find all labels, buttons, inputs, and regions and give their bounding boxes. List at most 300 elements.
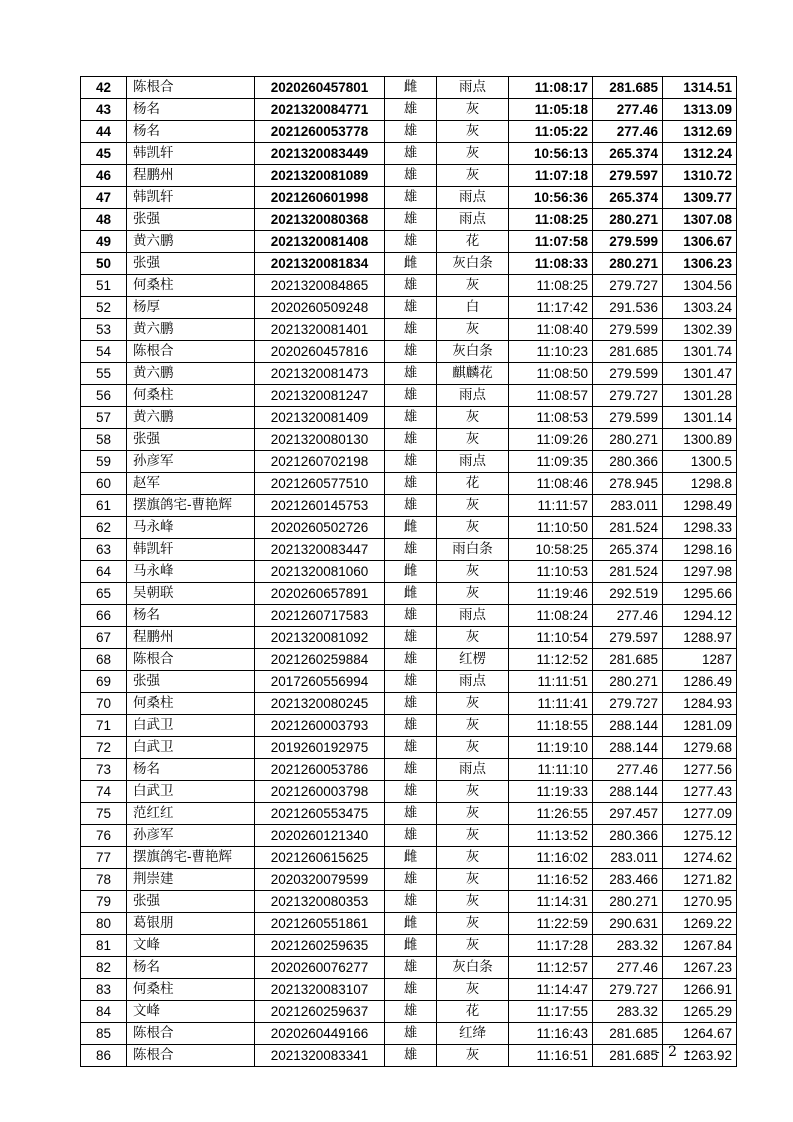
table-row: [81, 319, 737, 341]
rank-cell: 86: [81, 1045, 127, 1067]
feather-color-cell: 灰: [437, 781, 509, 803]
distance-cell: 279.597: [593, 627, 663, 649]
speed-cell: 1301.28: [663, 385, 737, 407]
rank-cell: 59: [81, 451, 127, 473]
ring-number-cell: 2021320081089: [255, 165, 385, 187]
speed-cell: 1281.09: [663, 715, 737, 737]
ring-number-cell: 2021260259884: [255, 649, 385, 671]
table-row: [81, 363, 737, 385]
ring-number-cell: 2020260457801: [255, 77, 385, 99]
ring-number-cell: 2021320081473: [255, 363, 385, 385]
distance-cell: 279.599: [593, 231, 663, 253]
ring-number-cell: 2020320079599: [255, 869, 385, 891]
rank-cell: 69: [81, 671, 127, 693]
distance-cell: 283.011: [593, 495, 663, 517]
arrival-time-cell: 11:19:33: [509, 781, 593, 803]
rank-cell: 75: [81, 803, 127, 825]
feather-color-cell: 雨点: [437, 759, 509, 781]
table-row: [81, 1045, 737, 1067]
feather-color-cell: 灰: [437, 693, 509, 715]
table-row: [81, 715, 737, 737]
name-cell: 陈根合: [127, 1045, 255, 1067]
sex-cell: 雄: [385, 385, 437, 407]
speed-cell: 1275.12: [663, 825, 737, 847]
rank-cell: 81: [81, 935, 127, 957]
sex-cell: 雄: [385, 869, 437, 891]
table-row: [81, 693, 737, 715]
table-row: [81, 99, 737, 121]
speed-cell: 1288.97: [663, 627, 737, 649]
speed-cell: 1267.23: [663, 957, 737, 979]
distance-cell: 281.524: [593, 517, 663, 539]
distance-cell: 279.727: [593, 693, 663, 715]
arrival-time-cell: 11:12:57: [509, 957, 593, 979]
ring-number-cell: 2020260457816: [255, 341, 385, 363]
speed-cell: 1302.39: [663, 319, 737, 341]
name-cell: 杨名: [127, 759, 255, 781]
arrival-time-cell: 11:18:55: [509, 715, 593, 737]
feather-color-cell: 灰白条: [437, 957, 509, 979]
name-cell: 程鹏州: [127, 627, 255, 649]
rank-cell: 83: [81, 979, 127, 1001]
distance-cell: 279.597: [593, 165, 663, 187]
feather-color-cell: 灰: [437, 935, 509, 957]
arrival-time-cell: 11:22:59: [509, 913, 593, 935]
arrival-time-cell: 11:08:57: [509, 385, 593, 407]
speed-cell: 1286.49: [663, 671, 737, 693]
distance-cell: 279.599: [593, 319, 663, 341]
feather-color-cell: 灰: [437, 869, 509, 891]
sex-cell: 雄: [385, 627, 437, 649]
rank-cell: 70: [81, 693, 127, 715]
sex-cell: 雄: [385, 363, 437, 385]
feather-color-cell: 灰: [437, 583, 509, 605]
arrival-time-cell: 11:08:25: [509, 209, 593, 231]
rank-cell: 46: [81, 165, 127, 187]
name-cell: 白武卫: [127, 715, 255, 737]
arrival-time-cell: 11:08:33: [509, 253, 593, 275]
table-row: [81, 429, 737, 451]
rank-cell: 77: [81, 847, 127, 869]
speed-cell: 1300.5: [663, 451, 737, 473]
arrival-time-cell: 11:11:51: [509, 671, 593, 693]
ring-number-cell: 2021260053786: [255, 759, 385, 781]
ring-number-cell: 2021320084771: [255, 99, 385, 121]
distance-cell: 281.685: [593, 1023, 663, 1045]
table-row: [81, 539, 737, 561]
speed-cell: 1287: [663, 649, 737, 671]
speed-cell: 1263.92: [663, 1045, 737, 1067]
speed-cell: 1303.24: [663, 297, 737, 319]
feather-color-cell: 灰: [437, 99, 509, 121]
arrival-time-cell: 11:08:46: [509, 473, 593, 495]
table-row: [81, 627, 737, 649]
arrival-time-cell: 11:11:41: [509, 693, 593, 715]
sex-cell: 雌: [385, 253, 437, 275]
name-cell: 文峰: [127, 935, 255, 957]
sex-cell: 雌: [385, 913, 437, 935]
sex-cell: 雄: [385, 1023, 437, 1045]
speed-cell: 1269.22: [663, 913, 737, 935]
table-row: [81, 781, 737, 803]
table-row: [81, 143, 737, 165]
name-cell: 陈根合: [127, 341, 255, 363]
sex-cell: 雌: [385, 935, 437, 957]
rank-cell: 50: [81, 253, 127, 275]
sex-cell: 雌: [385, 517, 437, 539]
name-cell: 何桑柱: [127, 385, 255, 407]
distance-cell: 280.271: [593, 671, 663, 693]
name-cell: 摆旗鸽宅-曹艳辉: [127, 495, 255, 517]
sex-cell: 雄: [385, 649, 437, 671]
distance-cell: 265.374: [593, 187, 663, 209]
speed-cell: 1277.56: [663, 759, 737, 781]
feather-color-cell: 灰: [437, 847, 509, 869]
speed-cell: 1314.51: [663, 77, 737, 99]
name-cell: 张强: [127, 209, 255, 231]
name-cell: 黄六鹏: [127, 319, 255, 341]
name-cell: 摆旗鸽宅-曹艳辉: [127, 847, 255, 869]
sex-cell: 雌: [385, 847, 437, 869]
feather-color-cell: 灰: [437, 165, 509, 187]
arrival-time-cell: 11:10:54: [509, 627, 593, 649]
name-cell: 文峰: [127, 1001, 255, 1023]
ring-number-cell: 2021320083107: [255, 979, 385, 1001]
distance-cell: 280.271: [593, 209, 663, 231]
speed-cell: 1298.33: [663, 517, 737, 539]
feather-color-cell: 雨点: [437, 187, 509, 209]
table-row: [81, 935, 737, 957]
arrival-time-cell: 11:16:43: [509, 1023, 593, 1045]
feather-color-cell: 灰: [437, 737, 509, 759]
feather-color-cell: 麒麟花: [437, 363, 509, 385]
table-row: [81, 121, 737, 143]
arrival-time-cell: 11:08:25: [509, 275, 593, 297]
name-cell: 何桑柱: [127, 275, 255, 297]
rank-cell: 66: [81, 605, 127, 627]
feather-color-cell: 灰: [437, 517, 509, 539]
speed-cell: 1284.93: [663, 693, 737, 715]
speed-cell: 1306.23: [663, 253, 737, 275]
ring-number-cell: 2021320081092: [255, 627, 385, 649]
distance-cell: 280.366: [593, 825, 663, 847]
table-row: [81, 759, 737, 781]
name-cell: 吴朝联: [127, 583, 255, 605]
ring-number-cell: 2021260601998: [255, 187, 385, 209]
distance-cell: 277.46: [593, 121, 663, 143]
name-cell: 杨名: [127, 121, 255, 143]
name-cell: 黄六鹏: [127, 363, 255, 385]
speed-cell: 1313.09: [663, 99, 737, 121]
sex-cell: 雄: [385, 297, 437, 319]
name-cell: 何桑柱: [127, 979, 255, 1001]
sex-cell: 雄: [385, 605, 437, 627]
name-cell: 孙彦军: [127, 825, 255, 847]
arrival-time-cell: 11:17:42: [509, 297, 593, 319]
speed-cell: 1274.62: [663, 847, 737, 869]
distance-cell: 279.727: [593, 385, 663, 407]
ring-number-cell: 2021320080353: [255, 891, 385, 913]
rank-cell: 54: [81, 341, 127, 363]
ring-number-cell: 2021320081834: [255, 253, 385, 275]
distance-cell: 265.374: [593, 143, 663, 165]
name-cell: 范红红: [127, 803, 255, 825]
arrival-time-cell: 11:12:52: [509, 649, 593, 671]
speed-cell: 1277.09: [663, 803, 737, 825]
feather-color-cell: 灰: [437, 143, 509, 165]
sex-cell: 雄: [385, 165, 437, 187]
ring-number-cell: 2021320080130: [255, 429, 385, 451]
arrival-time-cell: 11:11:57: [509, 495, 593, 517]
speed-cell: 1304.56: [663, 275, 737, 297]
table-row: [81, 605, 737, 627]
feather-color-cell: 灰: [437, 715, 509, 737]
feather-color-cell: 雨点: [437, 605, 509, 627]
ring-number-cell: 2020260449166: [255, 1023, 385, 1045]
feather-color-cell: 雨点: [437, 77, 509, 99]
ring-number-cell: 2021260053778: [255, 121, 385, 143]
sex-cell: 雄: [385, 407, 437, 429]
feather-color-cell: 红楞: [437, 649, 509, 671]
distance-cell: 280.271: [593, 891, 663, 913]
speed-cell: 1264.67: [663, 1023, 737, 1045]
sex-cell: 雄: [385, 99, 437, 121]
speed-cell: 1301.74: [663, 341, 737, 363]
speed-cell: 1298.49: [663, 495, 737, 517]
arrival-time-cell: 11:05:22: [509, 121, 593, 143]
distance-cell: 281.685: [593, 1045, 663, 1067]
feather-color-cell: 灰: [437, 319, 509, 341]
speed-cell: 1301.14: [663, 407, 737, 429]
arrival-time-cell: 11:08:17: [509, 77, 593, 99]
feather-color-cell: 灰: [437, 561, 509, 583]
distance-cell: 291.536: [593, 297, 663, 319]
feather-color-cell: 雨点: [437, 671, 509, 693]
rank-cell: 80: [81, 913, 127, 935]
sex-cell: 雄: [385, 275, 437, 297]
feather-color-cell: 雨白条: [437, 539, 509, 561]
ring-number-cell: 2021260551861: [255, 913, 385, 935]
distance-cell: 265.374: [593, 539, 663, 561]
ring-number-cell: 2020260509248: [255, 297, 385, 319]
speed-cell: 1295.66: [663, 583, 737, 605]
feather-color-cell: 灰白条: [437, 253, 509, 275]
distance-cell: 277.46: [593, 759, 663, 781]
name-cell: 韩凯轩: [127, 187, 255, 209]
rank-cell: 49: [81, 231, 127, 253]
name-cell: 黄六鹏: [127, 407, 255, 429]
arrival-time-cell: 11:10:53: [509, 561, 593, 583]
sex-cell: 雄: [385, 1045, 437, 1067]
sex-cell: 雌: [385, 561, 437, 583]
arrival-time-cell: 11:14:31: [509, 891, 593, 913]
table-row: [81, 253, 737, 275]
ring-number-cell: 2020260121340: [255, 825, 385, 847]
ring-number-cell: 2021260717583: [255, 605, 385, 627]
distance-cell: 279.727: [593, 979, 663, 1001]
sex-cell: 雄: [385, 231, 437, 253]
ring-number-cell: 2021260259635: [255, 935, 385, 957]
page-number: - 2 -: [655, 1044, 693, 1060]
sex-cell: 雄: [385, 671, 437, 693]
distance-cell: 283.011: [593, 847, 663, 869]
table-row: [81, 583, 737, 605]
arrival-time-cell: 10:58:25: [509, 539, 593, 561]
rank-cell: 52: [81, 297, 127, 319]
ring-number-cell: 2021260145753: [255, 495, 385, 517]
table-row: [81, 473, 737, 495]
table-row: [81, 913, 737, 935]
rank-cell: 63: [81, 539, 127, 561]
feather-color-cell: 灰白条: [437, 341, 509, 363]
ring-number-cell: 2021320084865: [255, 275, 385, 297]
speed-cell: 1279.68: [663, 737, 737, 759]
distance-cell: 283.466: [593, 869, 663, 891]
sex-cell: 雄: [385, 121, 437, 143]
distance-cell: 279.599: [593, 407, 663, 429]
speed-cell: 1265.29: [663, 1001, 737, 1023]
arrival-time-cell: 11:07:18: [509, 165, 593, 187]
arrival-time-cell: 11:16:02: [509, 847, 593, 869]
name-cell: 赵军: [127, 473, 255, 495]
arrival-time-cell: 11:08:50: [509, 363, 593, 385]
rank-cell: 45: [81, 143, 127, 165]
speed-cell: 1312.24: [663, 143, 737, 165]
name-cell: 杨名: [127, 957, 255, 979]
ring-number-cell: 2021320083341: [255, 1045, 385, 1067]
distance-cell: 279.727: [593, 275, 663, 297]
rank-cell: 82: [81, 957, 127, 979]
arrival-time-cell: 11:05:18: [509, 99, 593, 121]
rank-cell: 57: [81, 407, 127, 429]
sex-cell: 雄: [385, 715, 437, 737]
distance-cell: 288.144: [593, 715, 663, 737]
distance-cell: 297.457: [593, 803, 663, 825]
rank-cell: 73: [81, 759, 127, 781]
ring-number-cell: 2021320081408: [255, 231, 385, 253]
arrival-time-cell: 11:16:51: [509, 1045, 593, 1067]
rank-cell: 76: [81, 825, 127, 847]
table-row: [81, 561, 737, 583]
speed-cell: 1270.95: [663, 891, 737, 913]
name-cell: 杨厚: [127, 297, 255, 319]
arrival-time-cell: 11:19:46: [509, 583, 593, 605]
name-cell: 陈根合: [127, 649, 255, 671]
arrival-time-cell: 11:14:47: [509, 979, 593, 1001]
name-cell: 陈根合: [127, 1023, 255, 1045]
sex-cell: 雄: [385, 759, 437, 781]
table-row: [81, 649, 737, 671]
rank-cell: 56: [81, 385, 127, 407]
feather-color-cell: 灰: [437, 495, 509, 517]
rank-cell: 47: [81, 187, 127, 209]
arrival-time-cell: 11:16:52: [509, 869, 593, 891]
ring-number-cell: 2019260192975: [255, 737, 385, 759]
sex-cell: 雄: [385, 825, 437, 847]
rank-cell: 64: [81, 561, 127, 583]
rank-cell: 44: [81, 121, 127, 143]
name-cell: 张强: [127, 253, 255, 275]
distance-cell: 280.271: [593, 429, 663, 451]
arrival-time-cell: 11:07:58: [509, 231, 593, 253]
speed-cell: 1266.91: [663, 979, 737, 1001]
name-cell: 孙彦军: [127, 451, 255, 473]
name-cell: 何桑柱: [127, 693, 255, 715]
speed-cell: 1309.77: [663, 187, 737, 209]
rank-cell: 79: [81, 891, 127, 913]
distance-cell: 281.524: [593, 561, 663, 583]
distance-cell: 279.599: [593, 363, 663, 385]
sex-cell: 雄: [385, 1001, 437, 1023]
ring-number-cell: 2021320083449: [255, 143, 385, 165]
table-row: [81, 341, 737, 363]
feather-color-cell: 雨点: [437, 451, 509, 473]
name-cell: 马永峰: [127, 561, 255, 583]
arrival-time-cell: 11:11:10: [509, 759, 593, 781]
feather-color-cell: 灰: [437, 627, 509, 649]
sex-cell: 雄: [385, 891, 437, 913]
rank-cell: 68: [81, 649, 127, 671]
rank-cell: 78: [81, 869, 127, 891]
name-cell: 白武卫: [127, 781, 255, 803]
arrival-time-cell: 11:09:35: [509, 451, 593, 473]
table-row: [81, 495, 737, 517]
ring-number-cell: 2021320080368: [255, 209, 385, 231]
name-cell: 白武卫: [127, 737, 255, 759]
sex-cell: 雄: [385, 319, 437, 341]
rank-cell: 61: [81, 495, 127, 517]
distance-cell: 277.46: [593, 605, 663, 627]
arrival-time-cell: 10:56:36: [509, 187, 593, 209]
table-row: [81, 297, 737, 319]
ring-number-cell: 2021260259637: [255, 1001, 385, 1023]
arrival-time-cell: 11:08:40: [509, 319, 593, 341]
table-row: [81, 275, 737, 297]
sex-cell: 雌: [385, 583, 437, 605]
rank-cell: 60: [81, 473, 127, 495]
table-row: [81, 209, 737, 231]
table-row: [81, 979, 737, 1001]
ring-number-cell: 2021260577510: [255, 473, 385, 495]
speed-cell: 1301.47: [663, 363, 737, 385]
sex-cell: 雄: [385, 979, 437, 1001]
speed-cell: 1298.8: [663, 473, 737, 495]
speed-cell: 1297.98: [663, 561, 737, 583]
sex-cell: 雄: [385, 209, 437, 231]
table-row: [81, 1001, 737, 1023]
arrival-time-cell: 11:17:28: [509, 935, 593, 957]
rank-cell: 84: [81, 1001, 127, 1023]
feather-color-cell: 花: [437, 1001, 509, 1023]
feather-color-cell: 雨点: [437, 209, 509, 231]
feather-color-cell: 灰: [437, 979, 509, 1001]
distance-cell: 280.366: [593, 451, 663, 473]
sex-cell: 雄: [385, 781, 437, 803]
name-cell: 荆崇建: [127, 869, 255, 891]
distance-cell: 281.685: [593, 77, 663, 99]
speed-cell: 1271.82: [663, 869, 737, 891]
ring-number-cell: 2021260003793: [255, 715, 385, 737]
feather-color-cell: 灰: [437, 275, 509, 297]
ring-number-cell: 2021320081060: [255, 561, 385, 583]
name-cell: 黄六鹏: [127, 231, 255, 253]
feather-color-cell: 灰: [437, 891, 509, 913]
feather-color-cell: 灰: [437, 429, 509, 451]
arrival-time-cell: 11:19:10: [509, 737, 593, 759]
arrival-time-cell: 11:09:26: [509, 429, 593, 451]
ring-number-cell: 2021260615625: [255, 847, 385, 869]
arrival-time-cell: 11:13:52: [509, 825, 593, 847]
